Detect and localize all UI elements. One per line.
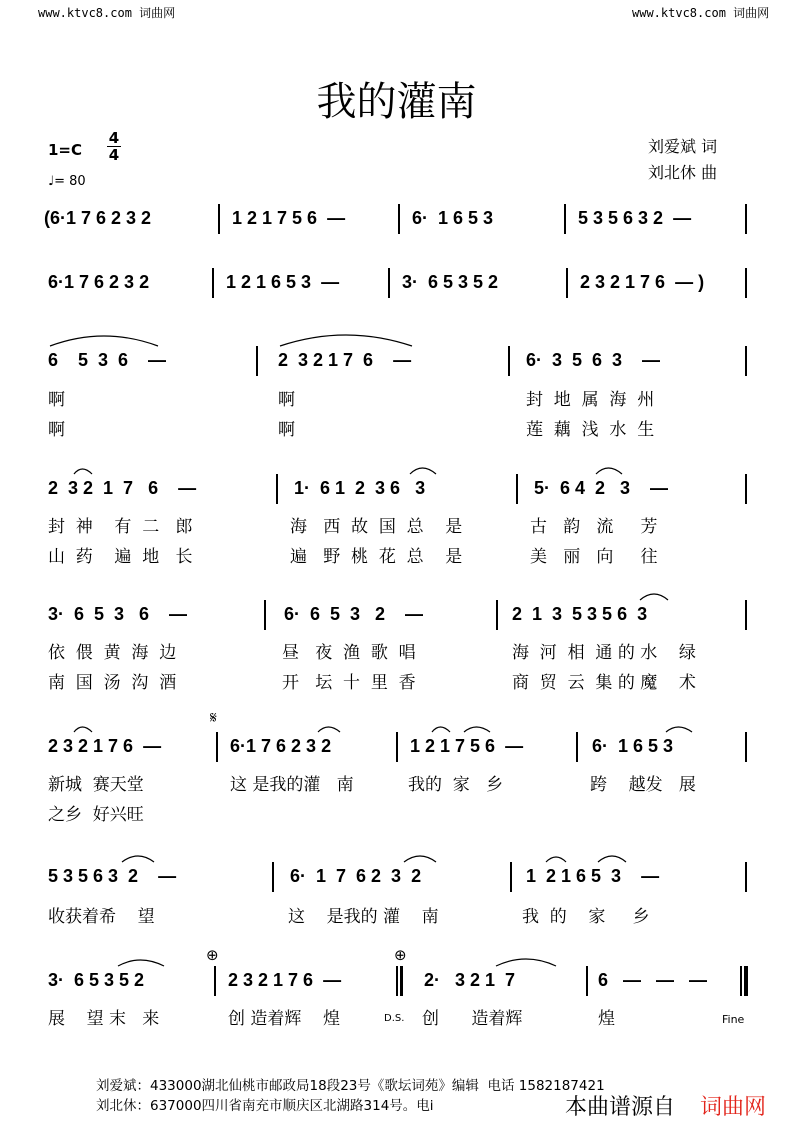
lyric: 之乡 好兴旺 [48, 805, 144, 825]
measure: 6 — — — [598, 970, 708, 990]
measure: 2 3 2 1 7 6 — [228, 970, 342, 990]
key-signature: 1=C [48, 141, 83, 159]
watermark-right: www.ktvc8.com 词曲网 [632, 6, 770, 20]
lyric: 创 造着辉 煌 [228, 1009, 341, 1029]
page-title: 我的灌南 [316, 79, 477, 125]
lyric: 依 偎 黄 海 边 [48, 643, 177, 663]
lyric: 新城 赛天堂 [48, 775, 144, 795]
tie [432, 727, 450, 732]
ds-marking: D.S. [384, 1013, 405, 1024]
measure: 1 2 1 6 5 3 — [226, 272, 340, 292]
measure: 6· 1 6 5 3 [592, 736, 674, 756]
measure: 5 3 5 6 3 2 — [578, 208, 692, 228]
tie [122, 856, 154, 862]
measure: 2 1 3 5 3 5 6 3 [512, 604, 648, 624]
footer-line-2: 刘北休：637000四川省南充市顺庆区北湖路314号。电i [96, 1098, 434, 1114]
brand-logo[interactable]: 词曲网 [700, 1095, 767, 1120]
measure: 3· 6 5 3 5 2 [48, 970, 145, 990]
tie [496, 959, 556, 966]
tie [464, 727, 490, 732]
lyric: 商 贸 云 集 的 魔 术 [512, 673, 696, 693]
quarter-note-icon: ♩ [48, 174, 55, 189]
tie [596, 468, 622, 474]
lyric: 遍 野 桃 花 总 是 [290, 547, 463, 567]
tie [118, 960, 164, 966]
lyric: 海 河 相 通 的 水 绿 [512, 643, 696, 663]
lyric: 这 是我的灌 南 [230, 775, 354, 795]
tempo-value: = 80 [54, 174, 86, 189]
lyric: 啊 [48, 420, 65, 440]
lyric: 创 造着辉 [422, 1009, 523, 1029]
lyric: 我的 家 乡 [408, 775, 504, 795]
measure: 6· 1 6 5 3 [412, 208, 494, 228]
lyric: 这 是我的 灌 南 [288, 907, 439, 927]
tie [410, 468, 436, 474]
tie [546, 857, 566, 862]
lyric: 开 坛 十 里 香 [282, 673, 416, 693]
lyricist-credit: 刘爱斌 词 [648, 137, 718, 156]
lyric: 山 药 遍 地 长 [48, 547, 193, 567]
measure: (6·1 7 6 2 3 2 [44, 208, 152, 228]
lyric: 昼 夜 渔 歌 唱 [282, 643, 416, 663]
measure: 1· 6 1 2 3 6 3 [294, 478, 426, 498]
lyric: 我 的 家 乡 [522, 907, 650, 927]
segno-mark: 𝄋 [210, 708, 217, 727]
measure: 5· 6 4 2 3 — [534, 478, 669, 498]
lyric: 海 西 故 国 总 是 [290, 517, 463, 537]
lyric: 封 地 属 海 州 [526, 390, 655, 410]
tie [666, 727, 692, 732]
lyric: 啊 [48, 390, 65, 410]
measure: 3· 6 5 3 5 2 [402, 272, 499, 292]
measure: 2 3 2 1 7 6 — [278, 350, 412, 370]
measure: 2· 3 2 1 7 [424, 970, 516, 990]
tie [404, 856, 436, 862]
measure: 2 3 2 1 7 6 — [48, 736, 162, 756]
measure: 6·1 7 6 2 3 2 [230, 736, 332, 756]
footer-line-1: 刘爱斌：433000湖北仙桃市邮政局18段23号《歌坛词苑》编辑 电话 1582187421 [96, 1078, 605, 1094]
slur [280, 335, 412, 346]
slur [50, 336, 158, 346]
tie [318, 727, 340, 732]
measure: 6· 6 5 3 2 — [284, 604, 424, 624]
measure: 5 3 5 6 3 2 — [48, 866, 177, 886]
measure: 6 5 3 6 — [48, 350, 167, 370]
coda-mark: ⊕ [206, 946, 219, 964]
coda-mark: ⊕ [394, 946, 407, 964]
measure: 2 3 2 1 7 6 — [48, 478, 197, 498]
lyric: 南 国 汤 沟 酒 [48, 673, 177, 693]
measure: 6·1 7 6 2 3 2 [48, 272, 150, 292]
lyric: 古 韵 流 芳 [530, 517, 658, 537]
lyric: 煌 [598, 1009, 615, 1029]
measure: 2 3 2 1 7 6 — ) [580, 272, 705, 292]
brand-source: 本曲谱源自 [565, 1095, 676, 1120]
measure: 1 2 1 7 5 6 — [232, 208, 346, 228]
watermark-left: www.ktvc8.com 词曲网 [38, 6, 176, 20]
measure: 6· 1 7 6 2 3 2 [290, 866, 422, 886]
lyric: 收获着希 望 [48, 907, 155, 927]
lyric: 啊 [278, 390, 295, 410]
composer-credit: 刘北休 曲 [648, 163, 718, 182]
lyric: 跨 越发 展 [590, 775, 696, 795]
fine-marking: Fine [722, 1013, 745, 1026]
measure: 1 2 1 7 5 6 — [410, 736, 524, 756]
lyric: 展 望 末 来 [48, 1009, 160, 1029]
lyric: 美 丽 向 往 [530, 547, 658, 567]
tie [74, 469, 92, 474]
tie [74, 727, 92, 732]
time-sig-top: 4 [108, 129, 120, 147]
lyric: 莲 藕 浅 水 生 [526, 420, 655, 440]
lyric: 啊 [278, 420, 295, 440]
lyric: 封 神 有 二 郎 [48, 517, 193, 537]
measure: 1 2 1 6 5 3 — [526, 866, 660, 886]
measure: 6· 3 5 6 3 — [526, 350, 661, 370]
tie [640, 594, 668, 600]
tie [598, 856, 626, 862]
measure: 3· 6 5 3 6 — [48, 604, 188, 624]
time-sig-bottom: 4 [108, 146, 120, 164]
